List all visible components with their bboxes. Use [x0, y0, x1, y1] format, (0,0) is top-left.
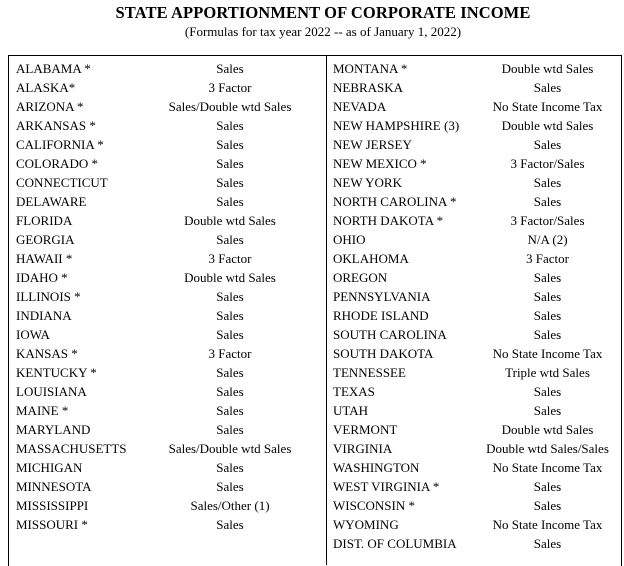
- table-row: [0, 401, 624, 420]
- apportionment-formula: Sales: [216, 289, 244, 304]
- apportionment-formula: Sales: [533, 536, 562, 551]
- apportionment-formula: Sales: [216, 384, 244, 399]
- apportionment-formula: Sales: [216, 403, 244, 418]
- apportionment-formula: 3 Factor: [208, 80, 252, 95]
- table-row: [0, 154, 624, 173]
- state-name: NORTH DAKOTA *: [333, 213, 444, 228]
- apportionment-formula: Sales: [216, 327, 244, 342]
- apportionment-formula: Sales/Double wtd Sales: [168, 441, 292, 456]
- state-name: MONTANA *: [333, 61, 408, 76]
- apportionment-formula: Sales: [216, 194, 244, 209]
- state-name: NEW YORK: [333, 175, 402, 190]
- state-name: MASSACHUSETTS: [16, 441, 127, 456]
- apportionment-formula: Double wtd Sales/Sales: [486, 441, 609, 456]
- table-row: [0, 78, 624, 97]
- table-row: [0, 477, 624, 496]
- state-name: OKLAHOMA: [333, 251, 409, 266]
- apportionment-formula: Sales: [533, 289, 562, 304]
- state-name: MINNESOTA: [16, 479, 92, 494]
- table-row: [0, 135, 624, 154]
- table-row: [0, 173, 624, 192]
- apportionment-formula: Sales: [533, 384, 562, 399]
- apportionment-formula: Sales: [533, 80, 562, 95]
- state-name: PENNSYLVANIA: [333, 289, 431, 304]
- page-title: STATE APPORTIONMENT OF CORPORATE INCOME: [115, 3, 531, 22]
- apportionment-formula: Sales: [533, 308, 562, 323]
- apportionment-formula: Sales: [216, 118, 244, 133]
- apportionment-formula: Double wtd Sales: [501, 61, 594, 76]
- apportionment-formula: No State Income Tax: [492, 346, 603, 361]
- state-name: CALIFORNIA *: [16, 137, 104, 152]
- apportionment-formula: Sales: [216, 308, 244, 323]
- apportionment-formula: Double wtd Sales: [184, 270, 276, 285]
- apportionment-formula: 3 Factor/Sales: [510, 213, 585, 228]
- state-name: WASHINGTON: [333, 460, 420, 475]
- state-name: MISSOURI *: [16, 517, 88, 532]
- table-row: [0, 439, 624, 458]
- apportionment-formula: Sales: [216, 422, 244, 437]
- table-row: [0, 59, 624, 78]
- apportionment-formula: Sales: [216, 137, 244, 152]
- table-row: [0, 363, 624, 382]
- state-name: IDAHO *: [16, 270, 68, 285]
- state-name: VIRGINIA: [333, 441, 393, 456]
- state-name: ARIZONA *: [16, 99, 84, 114]
- apportionment-formula: Sales: [216, 479, 244, 494]
- state-name: FLORIDA: [16, 213, 73, 228]
- table-row: [0, 344, 624, 363]
- apportionment-formula: N/A (2): [527, 232, 568, 247]
- state-name: DIST. OF COLUMBIA: [333, 536, 457, 551]
- table-row: [0, 306, 624, 325]
- table-row: [0, 534, 624, 553]
- table-row: [0, 287, 624, 306]
- table-row: [0, 97, 624, 116]
- state-name: WYOMING: [333, 517, 399, 532]
- state-name: MAINE *: [16, 403, 69, 418]
- state-name: MISSISSIPPI: [16, 498, 89, 513]
- table-row: [0, 192, 624, 211]
- apportionment-formula: No State Income Tax: [492, 99, 603, 114]
- table-row: [0, 496, 624, 515]
- state-name: TEXAS: [333, 384, 375, 399]
- state-name: MICHIGAN: [16, 460, 83, 475]
- state-name: WEST VIRGINIA *: [333, 479, 440, 494]
- state-name: LOUISIANA: [16, 384, 87, 399]
- table-row: [0, 382, 624, 401]
- apportionment-formula: Sales: [216, 460, 244, 475]
- apportionment-formula: Sales: [216, 175, 244, 190]
- state-name: ARKANSAS *: [16, 118, 96, 133]
- table-row: [0, 515, 624, 534]
- state-name: WISCONSIN *: [333, 498, 415, 513]
- apportionment-formula: No State Income Tax: [492, 517, 603, 532]
- state-name: ALASKA*: [16, 80, 76, 95]
- state-name: INDIANA: [16, 308, 72, 323]
- state-name: NEVADA: [333, 99, 387, 114]
- apportionment-formula: Double wtd Sales: [501, 422, 594, 437]
- state-name: VERMONT: [333, 422, 398, 437]
- table-row: [0, 211, 624, 230]
- table-row: [0, 420, 624, 439]
- state-name: UTAH: [333, 403, 369, 418]
- state-name: IOWA: [16, 327, 50, 342]
- state-name: ALABAMA *: [16, 61, 91, 76]
- state-name: DELAWARE: [16, 194, 87, 209]
- apportionment-formula: 3 Factor: [208, 346, 252, 361]
- state-name: TENNESSEE: [333, 365, 406, 380]
- table-row: [0, 268, 624, 287]
- apportionment-formula: Sales: [533, 194, 562, 209]
- apportionment-formula: Sales: [533, 479, 562, 494]
- apportionment-formula: Sales: [216, 156, 244, 171]
- apportionment-formula: Sales: [216, 61, 244, 76]
- state-name: ILLINOIS *: [16, 289, 81, 304]
- apportionment-formula: 3 Factor/Sales: [510, 156, 585, 171]
- apportionment-formula: Sales: [216, 232, 244, 247]
- apportionment-formula: Sales: [533, 137, 562, 152]
- state-name: NEW JERSEY: [333, 137, 412, 152]
- apportionment-formula: 3 Factor: [208, 251, 252, 266]
- apportionment-formula: Sales: [533, 403, 562, 418]
- page-subtitle: (Formulas for tax year 2022 -- as of January 1, 2022): [184, 24, 462, 39]
- apportionment-formula: Sales/Double wtd Sales: [168, 99, 292, 114]
- apportionment-formula: Sales: [216, 517, 244, 532]
- apportionment-formula: Sales: [533, 175, 562, 190]
- state-name: SOUTH DAKOTA: [333, 346, 434, 361]
- apportionment-formula: Sales: [533, 327, 562, 342]
- state-name: KANSAS *: [16, 346, 78, 361]
- table-row: [0, 249, 624, 268]
- state-name: COLORADO *: [16, 156, 98, 171]
- state-name: KENTUCKY *: [16, 365, 97, 380]
- state-name: NEBRASKA: [333, 80, 404, 95]
- state-name: OREGON: [333, 270, 388, 285]
- table-row: [0, 458, 624, 477]
- apportionment-formula: Triple wtd Sales: [505, 365, 590, 380]
- apportionment-formula: Sales: [216, 365, 244, 380]
- apportionment-formula: Sales: [533, 498, 562, 513]
- apportionment-formula: No State Income Tax: [492, 460, 603, 475]
- state-name: NEW HAMPSHIRE (3): [333, 118, 460, 133]
- apportionment-formula: 3 Factor: [526, 251, 569, 266]
- apportionment-formula: Double wtd Sales: [184, 213, 276, 228]
- apportionment-formula: Sales/Other (1): [190, 498, 270, 513]
- state-name: MARYLAND: [16, 422, 91, 437]
- apportionment-formula: Double wtd Sales: [501, 118, 594, 133]
- table-row: [0, 325, 624, 344]
- state-name: NORTH CAROLINA *: [333, 194, 457, 209]
- table-row: [0, 230, 624, 249]
- state-name: HAWAII *: [16, 251, 73, 266]
- state-name: SOUTH CAROLINA: [333, 327, 447, 342]
- state-name: RHODE ISLAND: [333, 308, 429, 323]
- state-name: OHIO: [333, 232, 366, 247]
- apportionment-formula: Sales: [533, 270, 562, 285]
- state-name: NEW MEXICO *: [333, 156, 427, 171]
- state-name: GEORGIA: [16, 232, 75, 247]
- state-name: CONNECTICUT: [16, 175, 108, 190]
- table-row: [0, 116, 624, 135]
